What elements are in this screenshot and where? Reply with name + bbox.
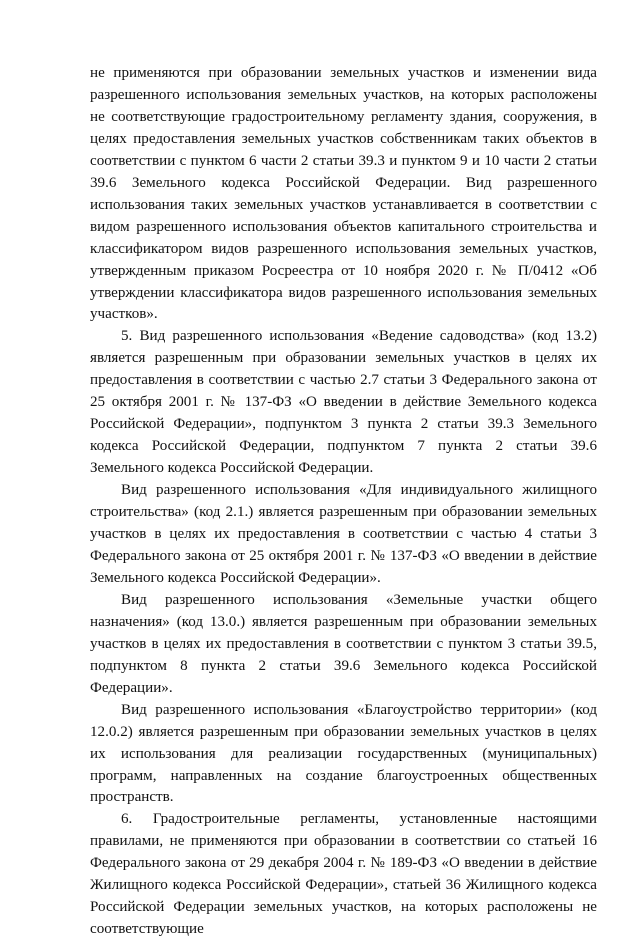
paragraph-continuation: не применяются при образовании земельных участков и изменении вида разрешенного использования земельных участков, на которых расположены не соответствующие градостроительному регламенту здания, сооружения, в целях предоставления земельных участков собственникам таких объектов в соответствии с пунктом 6 части 2 статьи 39.3 и пунктом 9 и 10 части 2 статьи 39.6 Земельного кодекса Российской Федерации. Вид разрешенного использования таких земельных участков устанавливается в соответствии с видом разрешенного использования объектов капитального строительства и классификатором видов разрешенного использования земельных участков, утвержденным приказом Росреестра от 10 ноября 2020 г. № П/0412 «Об утверждении классификатора видов разрешенного использования земельных участков». xyxy=(90,65,597,323)
paragraph-izhs: Вид разрешенного использования «Для индивидуального жилищного строительства» (код 2.1.) является разрешенным при образовании земельных участков в целях их предоставления в соответствии с частью 4 статьи 3 Федерального закона от 25 октября 2001 г. № 137-ФЗ «О введении в действие Земельного кодекса Российской Федерации». xyxy=(90,482,597,586)
paragraph-common-use: Вид разрешенного использования «Земельные участки общего назначения» (код 13.0.) является разрешенным при образовании земельных участков в целях их предоставления в соответствии с пунктом 3 статьи 39.5, подпунктом 8 пункта 2 статьи 39.6 Земельного кодекса Российской Федерации». xyxy=(90,591,597,696)
paragraph-item-6: 6. Градостроительные регламенты, установленные настоящими правилами, не применяются при образовании в соответствии со статьей 16 Федерального закона от 29 декабря 2004 г. № 189-ФЗ «О введении в действие Жилищного кодекса Российской Федерации», статьей 36 Жилищного кодекса Российской Федерации земельных участков, на которых расположены не соответствующие xyxy=(90,811,597,938)
document-body xyxy=(90,63,597,941)
paragraph-item-5: 5. Вид разрешенного использования «Ведение садоводства» (код 13.2) является разрешенным при образовании земельных участков в целях их предоставления в соответствии с частью 2.7 статьи 3 Федерального закона от 25 октября 2001 г. № 137-ФЗ «О введении в действие Земельного кодекса Российской Федерации», подпунктом 3 пункта 2 статьи 39.3 Земельного кодекса Российской Федерации, подпунктом 7 пункта 2 статьи 39.6 Земельного кодекса Российской Федерации. xyxy=(90,328,597,477)
paragraph-landscaping: Вид разрешенного использования «Благоустройство территории» (код 12.0.2) является разрешенным при образовании земельных участков в целях их использования для реализации государственных (муниципальных) программ, направленных на создание благоустроенных общественных пространств. xyxy=(90,701,597,806)
